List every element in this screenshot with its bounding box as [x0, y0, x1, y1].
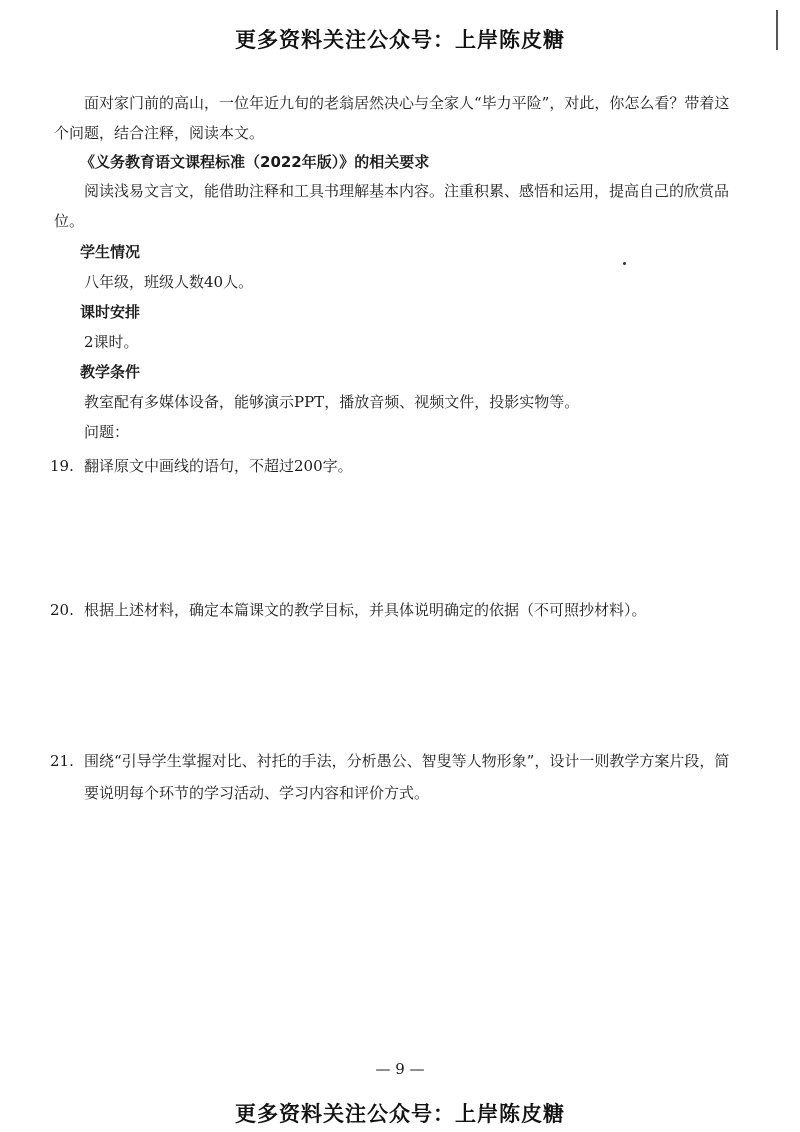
question-number: 19.	[50, 457, 74, 475]
conditions-text: 教室配有多媒体设备，能够演示PPT，播放音频、视频文件，投影实物等。	[84, 393, 580, 411]
question-text: 根据上述材料，确定本篇课文的教学目标，并具体说明确定的依据（不可照抄材料）。	[84, 601, 647, 619]
bottom-banner: 更多资料关注公众号：上岸陈皮糖	[235, 1102, 565, 1126]
question-21	[50, 745, 730, 809]
standard-text: 阅读浅易文言文，能借助注释和工具书理解基本内容。注重积累、感悟和运用，提高自己的欣赏品位。	[54, 182, 730, 230]
scan-speck	[623, 262, 626, 265]
question-number: 20.	[50, 601, 74, 619]
standard-heading: 《义务教育语文课程标准（2022年版）》的相关要求	[80, 153, 430, 171]
question-text: 翻译原文中画线的语句，不超过200字。	[84, 457, 353, 475]
question-19	[50, 450, 730, 482]
schedule-heading: 课时安排	[80, 303, 141, 321]
intro-paragraph: 面对家门前的高山，一位年近九旬的老翁居然决心与全家人“毕力平险”，对此，你怎么看？带着这个问题，结合注释，阅读本文。	[54, 94, 730, 142]
schedule-text: 2课时。	[84, 333, 139, 351]
question-20	[50, 594, 730, 626]
question-number: 21.	[50, 752, 74, 770]
student-heading: 学生情况	[80, 243, 141, 261]
questions-label: 问题：	[84, 423, 130, 441]
student-text: 八年级，班级人数40人。	[84, 273, 254, 291]
question-text: 围绕“引导学生掌握对比、衬托的手法，分析愚公、智叟等人物形象”，设计一则教学方案片段，简要说明每个环节的学习活动、学习内容和评价方式。	[84, 752, 730, 802]
conditions-heading: 教学条件	[80, 363, 141, 381]
top-banner: 更多资料关注公众号：上岸陈皮糖	[235, 28, 565, 52]
page-number: — 9 —	[375, 1060, 425, 1078]
